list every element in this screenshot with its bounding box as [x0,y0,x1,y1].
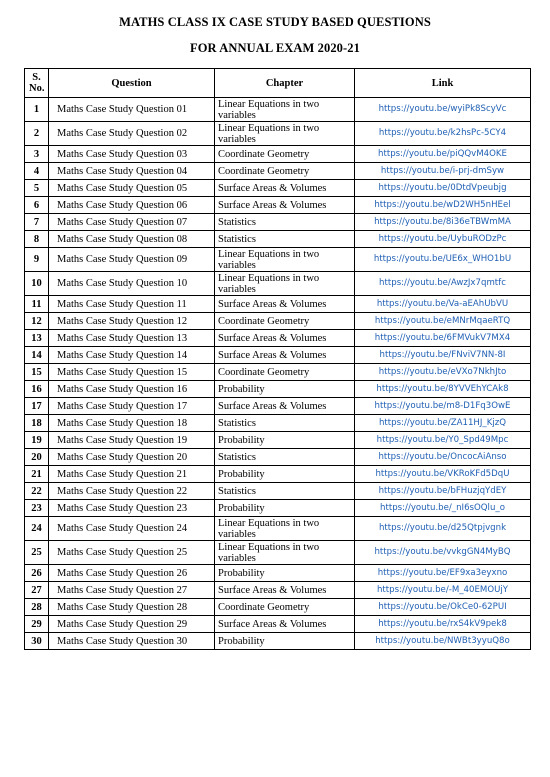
video-link[interactable]: https://youtu.be/8YVVEhYCAk8 [376,383,509,394]
table-row [25,364,531,381]
video-link[interactable]: https://youtu.be/ZA11HJ_KjzQ [378,417,507,428]
chapter-name: Probability [215,466,355,483]
row-number: 7 [25,214,49,231]
table-row [25,231,531,248]
question-name: Maths Case Study Question 01 [49,98,215,122]
question-name: Maths Case Study Question 17 [49,398,215,415]
table-row [25,313,531,330]
video-link[interactable]: https://youtu.be/eMNrMqaeRTQ [374,315,511,326]
video-link[interactable]: https://youtu.be/UybuRODzPc [378,233,507,244]
table-row [25,98,531,122]
table-row [25,541,531,565]
video-link[interactable]: https://youtu.be/VKRoKFd5DqU [375,468,510,479]
row-number: 20 [25,449,49,466]
chapter-name: Linear Equations in two variables [215,541,355,565]
row-number: 9 [25,248,49,272]
row-number: 10 [25,272,49,296]
link-cell [355,146,531,163]
chapter-name: Surface Areas & Volumes [215,398,355,415]
chapter-name: Surface Areas & Volumes [215,616,355,633]
link-cell [355,214,531,231]
chapter-name: Statistics [215,231,355,248]
chapter-name: Coordinate Geometry [215,599,355,616]
chapter-name: Statistics [215,214,355,231]
link-cell [355,541,531,565]
question-name: Maths Case Study Question 18 [49,415,215,432]
link-cell [355,466,531,483]
question-name: Maths Case Study Question 28 [49,599,215,616]
table-row [25,214,531,231]
link-cell [355,248,531,272]
row-number: 19 [25,432,49,449]
table-row [25,381,531,398]
table-row [25,449,531,466]
row-number: 26 [25,565,49,582]
table-row [25,122,531,146]
video-link[interactable]: https://youtu.be/m8-D1Fq3OwE [374,400,511,411]
chapter-name: Coordinate Geometry [215,163,355,180]
row-number: 14 [25,347,49,364]
chapter-name: Surface Areas & Volumes [215,197,355,214]
chapter-name: Surface Areas & Volumes [215,180,355,197]
question-name: Maths Case Study Question 05 [49,180,215,197]
table-row [25,599,531,616]
link-cell [355,483,531,500]
link-cell [355,313,531,330]
row-number: 5 [25,180,49,197]
chapter-name: Statistics [215,449,355,466]
question-name: Maths Case Study Question 16 [49,381,215,398]
link-cell [355,517,531,541]
link-cell [355,296,531,313]
question-name: Maths Case Study Question 23 [49,500,215,517]
link-cell [355,364,531,381]
video-link[interactable]: https://youtu.be/FNviV7NN-8I [379,349,506,360]
video-link[interactable]: https://youtu.be/AwzJx7qmtfc [379,278,506,288]
row-number: 22 [25,483,49,500]
table-row [25,296,531,313]
video-link[interactable]: https://youtu.be/OncocAiAnso [378,451,507,462]
chapter-name: Linear Equations in two variables [215,122,355,146]
video-link[interactable]: https://youtu.be/i-prj-dmSyw [380,165,505,176]
question-name: Maths Case Study Question 30 [49,633,215,650]
question-name: Maths Case Study Question 03 [49,146,215,163]
row-number: 21 [25,466,49,483]
chapter-name: Probability [215,565,355,582]
document-subtitle: FOR ANNUAL EXAM 2020-21 [189,41,360,55]
row-number: 23 [25,500,49,517]
chapter-name: Statistics [215,483,355,500]
link-cell [355,272,531,296]
table-row [25,272,531,296]
question-name: Maths Case Study Question 15 [49,364,215,381]
row-number: 25 [25,541,49,565]
video-link[interactable]: https://youtu.be/d25Qtpjvgnk [378,523,507,533]
link-cell [355,415,531,432]
header-question: Question [49,69,215,98]
table-row [25,180,531,197]
row-number: 2 [25,122,49,146]
video-link[interactable]: https://youtu.be/k2hsPc-5CY4 [378,128,507,138]
link-cell [355,582,531,599]
table-row [25,146,531,163]
question-name: Maths Case Study Question 11 [49,296,215,313]
video-link[interactable]: https://youtu.be/6FMVukV7MX4 [374,332,511,343]
video-link[interactable]: https://youtu.be/_nI6sOQlu_o [380,502,505,513]
link-cell [355,231,531,248]
video-link[interactable]: https://youtu.be/EF9xa3eyxno [377,567,508,578]
video-link[interactable]: https://youtu.be/Va-aEAhUbVU [376,298,509,309]
table-row [25,432,531,449]
chapter-name: Surface Areas & Volumes [215,330,355,347]
video-link[interactable]: https://youtu.be/NWBt3yyuQ8o [375,635,510,646]
chapter-name: Coordinate Geometry [215,146,355,163]
row-number: 16 [25,381,49,398]
video-link[interactable]: https://youtu.be/UE6x_WHO1bU [373,254,512,264]
chapter-name: Surface Areas & Volumes [215,582,355,599]
question-name: Maths Case Study Question 04 [49,163,215,180]
link-cell [355,432,531,449]
row-number: 28 [25,599,49,616]
chapter-name: Coordinate Geometry [215,313,355,330]
row-number: 8 [25,231,49,248]
video-link[interactable]: https://youtu.be/piQQvM4OKE [378,148,507,159]
link-cell [355,122,531,146]
video-link[interactable]: https://youtu.be/OkCe0-62PUI [378,601,507,612]
table-body [25,98,531,650]
row-number: 11 [25,296,49,313]
video-link[interactable]: https://youtu.be/eVXo7NkhJto [378,366,507,377]
question-name: Maths Case Study Question 12 [49,313,215,330]
video-link[interactable]: https://youtu.be/-M_40EMOUjY [376,584,509,595]
table-row [25,565,531,582]
table-row [25,163,531,180]
link-cell [355,330,531,347]
table-row [25,248,531,272]
chapter-name: Surface Areas & Volumes [215,347,355,364]
question-name: Maths Case Study Question 08 [49,231,215,248]
question-name: Maths Case Study Question 20 [49,449,215,466]
table-row [25,483,531,500]
chapter-name: Probability [215,633,355,650]
chapter-name: Linear Equations in two variables [215,517,355,541]
row-number: 30 [25,633,49,650]
table-header-row [25,69,531,98]
header-chapter: Chapter [215,69,355,98]
question-name: Maths Case Study Question 19 [49,432,215,449]
row-number: 27 [25,582,49,599]
question-name: Maths Case Study Question 22 [49,483,215,500]
row-number: 29 [25,616,49,633]
question-name: Maths Case Study Question 10 [49,272,215,296]
question-name: Maths Case Study Question 14 [49,347,215,364]
table-row [25,616,531,633]
question-name: Maths Case Study Question 07 [49,214,215,231]
table-row [25,500,531,517]
video-link[interactable]: https://youtu.be/8i36eTBWmMA [374,216,511,227]
chapter-name: Statistics [215,415,355,432]
question-name: Maths Case Study Question 13 [49,330,215,347]
video-link[interactable]: https://youtu.be/wyiPk8ScyVc [378,104,507,114]
table-row [25,398,531,415]
table-row [25,633,531,650]
question-name: Maths Case Study Question 09 [49,248,215,272]
link-cell [355,599,531,616]
row-number: 18 [25,415,49,432]
chapter-name: Linear Equations in two variables [215,272,355,296]
link-cell [355,398,531,415]
link-cell [355,98,531,122]
link-cell [355,449,531,466]
table-row [25,466,531,483]
row-number: 6 [25,197,49,214]
link-cell [355,381,531,398]
chapter-name: Coordinate Geometry [215,364,355,381]
question-name: Maths Case Study Question 21 [49,466,215,483]
row-number: 3 [25,146,49,163]
table-row [25,197,531,214]
row-number: 12 [25,313,49,330]
video-link[interactable]: https://youtu.be/0DtdVpeubjg [378,182,507,193]
row-number: 15 [25,364,49,381]
video-link[interactable]: https://youtu.be/bFHuzjqYdEY [378,485,507,496]
chapter-name: Probability [215,500,355,517]
header-sno: S. No. [25,69,49,98]
link-cell [355,616,531,633]
link-cell [355,500,531,517]
video-link[interactable]: https://youtu.be/vvkgGN4MyBQ [374,547,511,557]
question-name: Maths Case Study Question 27 [49,582,215,599]
chapter-name: Probability [215,432,355,449]
link-cell [355,197,531,214]
table-row [25,517,531,541]
chapter-name: Linear Equations in two variables [215,98,355,122]
question-name: Maths Case Study Question 29 [49,616,215,633]
question-name: Maths Case Study Question 25 [49,541,215,565]
link-cell [355,180,531,197]
table-row [25,582,531,599]
row-number: 17 [25,398,49,415]
table-row [25,330,531,347]
document-title: MATHS CLASS IX CASE STUDY BASED QUESTIONS [119,15,431,29]
video-link[interactable]: https://youtu.be/rxS4kV9pek8 [378,618,507,629]
link-cell [355,633,531,650]
video-link[interactable]: https://youtu.be/Y0_Spd49Mpc [376,434,509,445]
question-name: Maths Case Study Question 26 [49,565,215,582]
row-number: 13 [25,330,49,347]
row-number: 4 [25,163,49,180]
table-row [25,347,531,364]
chapter-name: Surface Areas & Volumes [215,296,355,313]
header-link: Link [355,69,531,98]
question-name: Maths Case Study Question 24 [49,517,215,541]
question-name: Maths Case Study Question 06 [49,197,215,214]
link-cell [355,163,531,180]
row-number: 1 [25,98,49,122]
video-link[interactable]: https://youtu.be/wD2WH5nHEel [374,199,511,210]
link-cell [355,565,531,582]
chapter-name: Probability [215,381,355,398]
link-cell [355,347,531,364]
case-study-table [24,68,531,650]
chapter-name: Linear Equations in two variables [215,248,355,272]
table-row [25,415,531,432]
question-name: Maths Case Study Question 02 [49,122,215,146]
row-number: 24 [25,517,49,541]
